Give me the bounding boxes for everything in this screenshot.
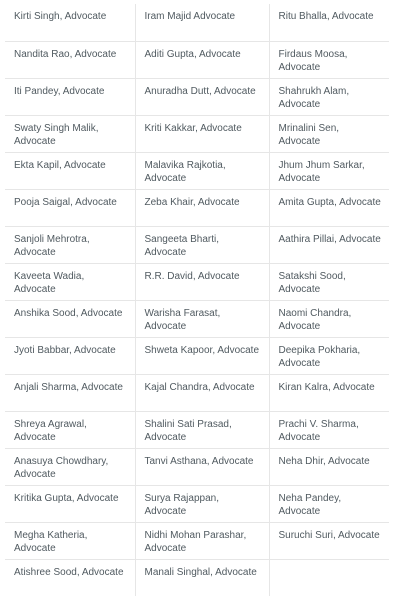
table-cell: Anjali Sharma, Advocate: [5, 374, 135, 411]
table-cell: Jyoti Babbar, Advocate: [5, 337, 135, 374]
table-cell: Anuradha Dutt, Advocate: [135, 78, 269, 115]
table-row: [5, 115, 389, 152]
table-cell: Firdaus Moosa, Advocate: [269, 41, 389, 78]
table-row: [5, 78, 389, 115]
table-cell: Shalini Sati Prasad, Advocate: [135, 411, 269, 448]
table-row: [5, 448, 389, 485]
table-cell: Surya Rajappan, Advocate: [135, 485, 269, 522]
table-cell: Zeba Khair, Advocate: [135, 189, 269, 226]
table-cell: Atishree Sood, Advocate: [14, 566, 124, 578]
table-cell: Shreya Agrawal, Advocate: [5, 411, 135, 448]
table-cell: Kaveeta Wadia, Advocate: [5, 263, 135, 300]
table-cell: Anshika Sood, Advocate: [5, 300, 135, 337]
table-cell: Ritu Bhalla, Advocate: [269, 4, 389, 41]
table-cell: Neha Pandey, Advocate: [269, 485, 389, 522]
table-cell: Suruchi Suri, Advocate: [269, 522, 389, 559]
table-row: [5, 152, 389, 189]
table-cell: Anasuya Chowdhary, Advocate: [5, 448, 135, 485]
table-cell: Sangeeta Bharti, Advocate: [135, 226, 269, 263]
table-row: [5, 485, 389, 522]
table-cell: Neha Dhir, Advocate: [269, 448, 389, 485]
table-cell: Tanvi Asthana, Advocate: [135, 448, 269, 485]
table-cell: Manali Singhal, Advocate: [135, 559, 269, 596]
table-row: [5, 300, 389, 337]
table-row: [5, 41, 389, 78]
table-cell: Ekta Kapil, Advocate: [5, 152, 135, 189]
table-row: [5, 374, 389, 411]
table-cell: [269, 559, 389, 596]
table-cell: Iti Pandey, Advocate: [5, 78, 135, 115]
table-cell: Iram Majid Advocate: [135, 4, 269, 41]
table-cell: Amita Gupta, Advocate: [269, 189, 389, 226]
advocates-table: [5, 4, 389, 596]
table-row: [5, 411, 389, 448]
table-cell: Malavika Rajkotia, Advocate: [135, 152, 269, 189]
table-cell: Prachi V. Sharma, Advocate: [269, 411, 389, 448]
table-cell: Nidhi Mohan Parashar, Advocate: [135, 522, 269, 559]
table-cell: Warisha Farasat, Advocate: [135, 300, 269, 337]
table-cell: Kriti Kakkar, Advocate: [135, 115, 269, 152]
table-cell: Nandita Rao, Advocate: [5, 41, 135, 78]
table-row: [5, 4, 389, 41]
table-cell: Kritika Gupta, Advocate: [5, 485, 135, 522]
table-row: [5, 522, 389, 559]
table-cell: Shweta Kapoor, Advocate: [135, 337, 269, 374]
table-row: [5, 226, 389, 263]
table-cell: Satakshi Sood, Advocate: [269, 263, 389, 300]
table-cell: Pooja Saigal, Advocate: [5, 189, 135, 226]
table-cell: Kiran Kalra, Advocate: [269, 374, 389, 411]
table-cell: Kirti Singh, Advocate: [5, 4, 135, 41]
table-cell: Shahrukh Alam, Advocate: [269, 78, 389, 115]
table-row: [5, 559, 389, 596]
table-cell: Sanjoli Mehrotra, Advocate: [5, 226, 135, 263]
table-row: [5, 263, 389, 300]
table-row: [5, 189, 389, 226]
table-cell: Deepika Pokharia, Advocate: [269, 337, 389, 374]
table-row: [5, 337, 389, 374]
table-cell: Aathira Pillai, Advocate: [269, 226, 389, 263]
table-cell: R.R. David, Advocate: [135, 263, 269, 300]
table-cell: Aditi Gupta, Advocate: [135, 41, 269, 78]
table-cell: Megha Katheria, Advocate: [5, 522, 135, 559]
table-cell: Jhum Jhum Sarkar, Advocate: [269, 152, 389, 189]
table-cell: Naomi Chandra, Advocate: [269, 300, 389, 337]
table-cell: Mrinalini Sen, Advocate: [269, 115, 389, 152]
table-cell: Swaty Singh Malik, Advocate: [5, 115, 135, 152]
table-cell: Kajal Chandra, Advocate: [135, 374, 269, 411]
